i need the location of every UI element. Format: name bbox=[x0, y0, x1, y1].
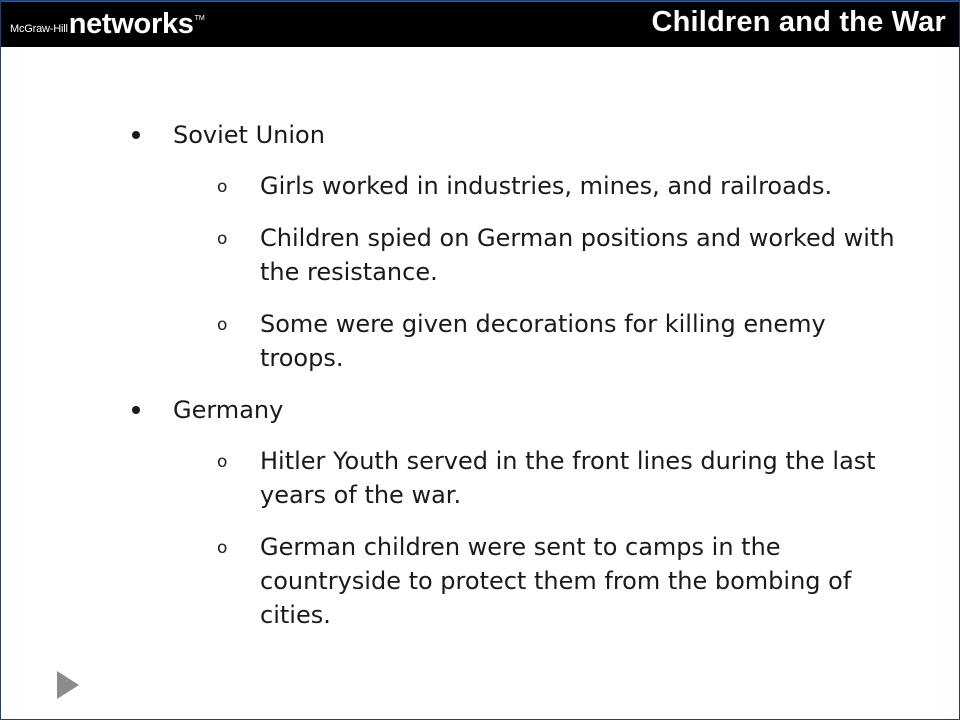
bullet-dot-icon bbox=[132, 131, 140, 139]
sub-bullet-icon: o bbox=[217, 229, 228, 249]
brand-trademark: TM bbox=[194, 14, 205, 22]
list-item: Children spied on German positions and worked with the resistance. bbox=[260, 224, 895, 286]
slide-title: Children and the War bbox=[651, 6, 946, 38]
brand-publisher: McGraw-Hill bbox=[10, 23, 68, 35]
sub-bullet-icon: o bbox=[217, 452, 228, 472]
list-item: Girls worked in industries, mines, and railroads. bbox=[260, 172, 833, 200]
section-heading-germany: Germany bbox=[173, 396, 284, 424]
brand-product: networks bbox=[68, 7, 194, 40]
list-item: Some were given decorations for killing enemy troops. bbox=[260, 310, 826, 372]
sub-bullet-icon: o bbox=[217, 177, 228, 197]
list-item: German children were sent to camps in the countryside to protect them from the bombing of cities. bbox=[260, 533, 852, 629]
bullet-dot-icon bbox=[132, 406, 140, 414]
list-item: Hitler Youth served in the front lines during the last years of the war. bbox=[260, 447, 876, 509]
sub-bullet-icon: o bbox=[217, 315, 228, 335]
section-heading-soviet-union: Soviet Union bbox=[173, 121, 325, 149]
next-slide-play-icon[interactable] bbox=[57, 671, 79, 699]
sub-bullet-icon: o bbox=[217, 538, 228, 558]
